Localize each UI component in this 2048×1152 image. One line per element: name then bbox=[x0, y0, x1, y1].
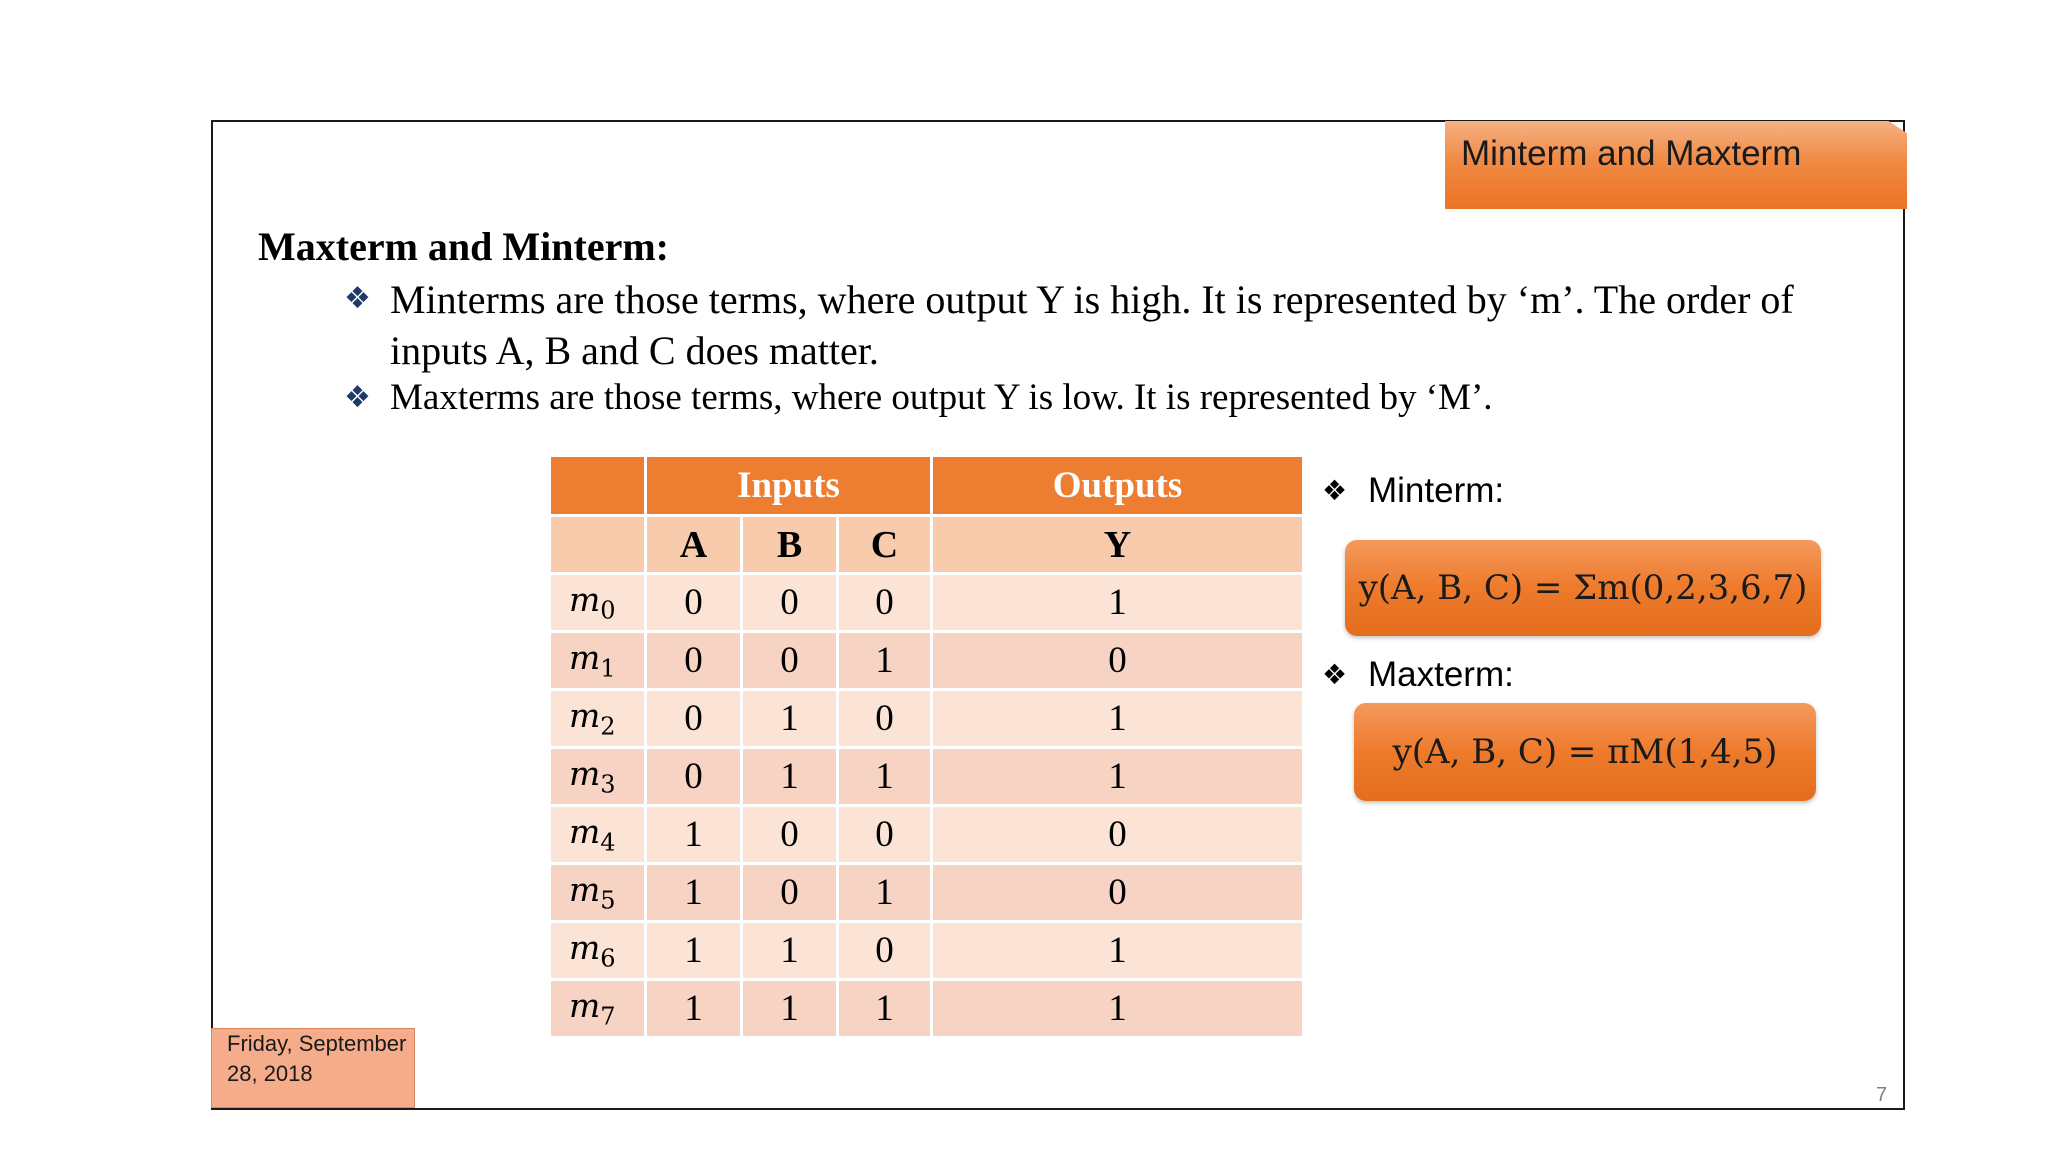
cell-a: 1 bbox=[646, 922, 742, 980]
cell-b: 0 bbox=[742, 806, 838, 864]
page-number: 7 bbox=[1876, 1084, 1888, 1106]
bullet-1-line-2: inputs A, B and C does matter. bbox=[390, 328, 879, 373]
cell-c: 0 bbox=[838, 574, 932, 632]
table-row bbox=[550, 632, 1304, 690]
truth-table bbox=[548, 454, 1305, 1039]
cell-y: 1 bbox=[932, 748, 1304, 806]
minterm-label: $m_7$ bbox=[550, 980, 646, 1038]
minterm-label: $m_1$ bbox=[550, 632, 646, 690]
column-header-b: B bbox=[742, 516, 838, 574]
cell-b: 1 bbox=[742, 690, 838, 748]
cell-c: 1 bbox=[838, 980, 932, 1038]
minterm-label: Minterm: bbox=[1368, 471, 1505, 510]
minterm-label: $m_2$ bbox=[550, 690, 646, 748]
column-header-a: A bbox=[646, 516, 742, 574]
cell-c: 0 bbox=[838, 690, 932, 748]
cell-b: 1 bbox=[742, 922, 838, 980]
table-row bbox=[550, 748, 1304, 806]
table-row bbox=[550, 922, 1304, 980]
cell-y: 0 bbox=[932, 864, 1304, 922]
cell-c: 0 bbox=[838, 922, 932, 980]
cell-c: 0 bbox=[838, 806, 932, 864]
inputs-header: Inputs bbox=[646, 456, 932, 516]
cell-a: 1 bbox=[646, 864, 742, 922]
cell-a: 1 bbox=[646, 806, 742, 864]
cell-y: 1 bbox=[932, 690, 1304, 748]
table-row bbox=[550, 980, 1304, 1038]
cell-a: 0 bbox=[646, 690, 742, 748]
minterm-label: $m_4$ bbox=[550, 806, 646, 864]
cell-b: 0 bbox=[742, 574, 838, 632]
minterm-label: $m_0$ bbox=[550, 574, 646, 632]
cell-c: 1 bbox=[838, 632, 932, 690]
bullet-2-line-1: Maxterms are those terms, where output Y is low. It is represented by ‘M’. bbox=[390, 377, 1493, 418]
minterm-label: $m_6$ bbox=[550, 922, 646, 980]
bullet-1-line-1: Minterms are those terms, where output Y is high. It is represented by ‘m’. The order of bbox=[390, 277, 1794, 322]
cell-b: 0 bbox=[742, 864, 838, 922]
table-column-header-row bbox=[550, 516, 1304, 574]
cell-b: 1 bbox=[742, 748, 838, 806]
outputs-header: Outputs bbox=[932, 456, 1304, 516]
cell-y: 1 bbox=[932, 922, 1304, 980]
minterm-label: $m_5$ bbox=[550, 864, 646, 922]
table-row bbox=[550, 864, 1304, 922]
column-header-c: C bbox=[838, 516, 932, 574]
cell-b: 0 bbox=[742, 632, 838, 690]
diamond-bullet-icon: ❖ bbox=[1322, 474, 1348, 507]
cell-a: 0 bbox=[646, 632, 742, 690]
topic-tab-label: Minterm and Maxterm bbox=[1461, 134, 1802, 173]
table-row bbox=[550, 806, 1304, 864]
cell-a: 0 bbox=[646, 574, 742, 632]
table-corner-cell bbox=[550, 456, 646, 516]
cell-y: 1 bbox=[932, 980, 1304, 1038]
cell-a: 1 bbox=[646, 980, 742, 1038]
diamond-bullet-icon: ❖ bbox=[344, 380, 371, 415]
maxterm-label: Maxterm: bbox=[1368, 655, 1514, 694]
table-group-header-row bbox=[550, 456, 1304, 516]
slide-heading: Maxterm and Minterm: bbox=[258, 224, 669, 269]
cell-c: 1 bbox=[838, 864, 932, 922]
cell-c: 1 bbox=[838, 748, 932, 806]
date-box: Friday, September 28, 2018 bbox=[211, 1028, 415, 1108]
column-header-y: Y bbox=[932, 516, 1304, 574]
minterm-equation-box: y(A, B, C) = Σm(0,2,3,6,7) bbox=[1345, 540, 1821, 636]
diamond-bullet-icon: ❖ bbox=[344, 281, 371, 316]
maxterm-equation-box: y(A, B, C) = πM(1,4,5) bbox=[1354, 703, 1816, 801]
cell-b: 1 bbox=[742, 980, 838, 1038]
cell-y: 1 bbox=[932, 574, 1304, 632]
cell-y: 0 bbox=[932, 806, 1304, 864]
table-blank-cell bbox=[550, 516, 646, 574]
table-row bbox=[550, 690, 1304, 748]
cell-a: 0 bbox=[646, 748, 742, 806]
minterm-label: $m_3$ bbox=[550, 748, 646, 806]
table-row bbox=[550, 574, 1304, 632]
cell-y: 0 bbox=[932, 632, 1304, 690]
diamond-bullet-icon: ❖ bbox=[1322, 658, 1348, 691]
